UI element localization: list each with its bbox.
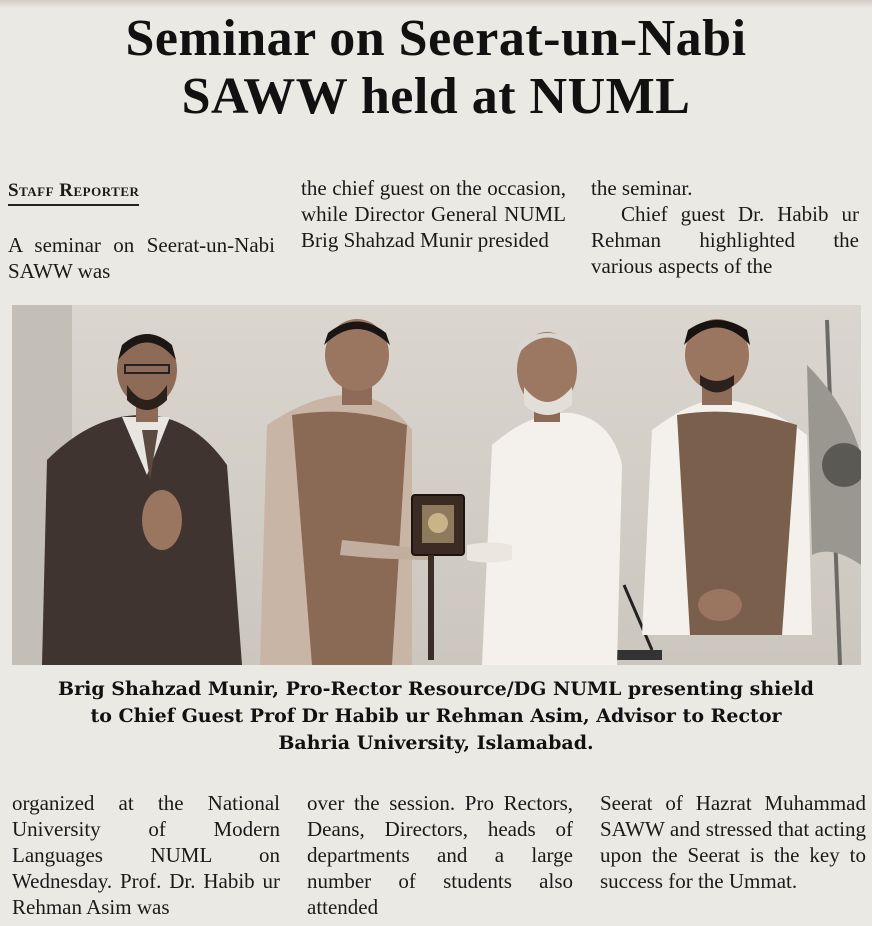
bottom-column-2-text: over the session. Pro Rectors, Deans, Directors, heads of departments and a large number of students also attended bbox=[307, 791, 573, 919]
headline-line-1: Seminar on Seerat-un-Nabi bbox=[125, 10, 747, 67]
event-photo-illustration bbox=[12, 305, 861, 665]
previous-article-bleed bbox=[0, 0, 872, 8]
event-photo bbox=[12, 305, 861, 665]
top-column-3-para-1: the seminar. bbox=[591, 176, 693, 200]
caption-line-1: Brig Shahzad Munir, Pro-Rector Resource/DG NUML presenting shield bbox=[58, 678, 814, 700]
bottom-column-1-text: organized at the National University of Modern Languages NUML on Wednesday. Prof. Dr. Habib ur Rehman Asim was bbox=[12, 791, 280, 919]
bottom-column-1 bbox=[12, 790, 280, 920]
top-column-2 bbox=[301, 175, 566, 253]
photo-caption bbox=[0, 676, 872, 757]
caption-line-3: Bahria University, Islamabad. bbox=[278, 732, 594, 754]
top-column-2-text: the chief guest on the occasion, while Director General NUML Brig Shahzad Munir presided bbox=[301, 176, 566, 252]
bottom-column-2 bbox=[307, 790, 573, 920]
top-column-3-para-2: Chief guest Dr. Habib ur Rehman highlighted the various aspects of the bbox=[591, 202, 859, 278]
caption-line-2: to Chief Guest Prof Dr Habib ur Rehman Asim, Advisor to Rector bbox=[90, 705, 782, 727]
top-column-1 bbox=[8, 232, 275, 284]
bottom-column-3-text: Seerat of Hazrat Muhammad SAWW and stressed that acting upon the Seerat is the key to success for the Ummat. bbox=[600, 791, 866, 893]
headline bbox=[0, 10, 872, 126]
byline: Staff Reporter bbox=[8, 180, 139, 206]
bottom-column-3 bbox=[600, 790, 866, 894]
top-column-3 bbox=[591, 175, 859, 279]
headline-line-2: SAWW held at NUML bbox=[181, 68, 691, 125]
top-column-1-text: A seminar on Seerat-un-Nabi SAWW was bbox=[8, 233, 275, 283]
